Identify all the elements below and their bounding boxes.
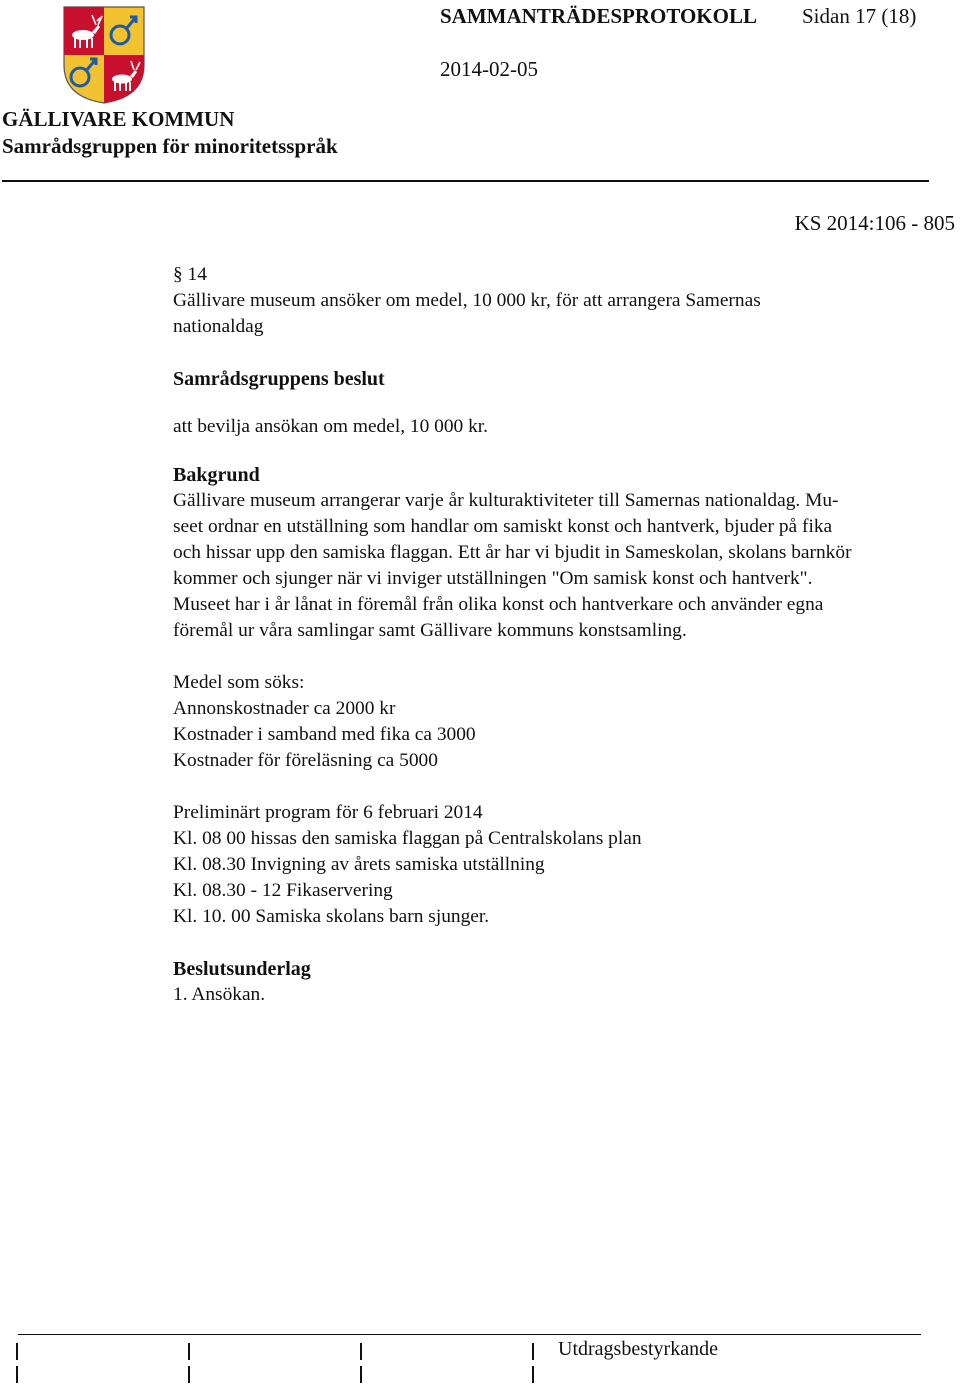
program-heading: Preliminärt program för 6 februari 2014 xyxy=(173,802,483,823)
case-number: KS 2014:106 - 805 xyxy=(794,211,955,235)
decision-text: att bevilja ansökan om medel, 10 000 kr. xyxy=(173,416,489,437)
signature-box-divider xyxy=(532,1343,534,1360)
funds-item: Kostnader för föreläsning ca 5000 xyxy=(173,750,438,771)
meeting-date: 2014-02-05 xyxy=(440,57,538,81)
funds-item: Kostnader i samband med fika ca 3000 xyxy=(173,724,476,745)
program-item: Kl. 08 00 hissas den samiska flaggan på Centralskolans plan xyxy=(173,828,642,849)
certification-label: Utdragsbestyrkande xyxy=(558,1338,718,1360)
signature-box-divider xyxy=(188,1366,190,1383)
header-divider xyxy=(2,180,929,182)
background-line: kommer och sjunger när vi inviger utställningen "Om samisk konst och hantverk". xyxy=(173,568,813,589)
background-heading: Bakgrund xyxy=(173,464,260,486)
signature-box-divider xyxy=(188,1343,190,1360)
funds-heading: Medel som söks: xyxy=(173,672,305,693)
background-line: Gällivare museum arrangerar varje år kulturaktiviteter till Samernas nationaldag. Mu- xyxy=(173,490,839,511)
signature-box-divider xyxy=(16,1366,18,1383)
background-line: Museet har i år lånat in föremål från olika konst och hantverkare och använder egna xyxy=(173,594,824,615)
page-number: Sidan 17 (18) xyxy=(802,4,917,28)
documents-item: 1. Ansökan. xyxy=(173,984,266,1005)
subject-line: nationaldag xyxy=(173,316,264,337)
funds-item: Annonskostnader ca 2000 kr xyxy=(173,698,396,719)
program-item: Kl. 08.30 Invigning av årets samiska utställning xyxy=(173,854,545,875)
background-line: föremål ur våra samlingar samt Gällivare kommuns konstsamling. xyxy=(173,620,687,641)
signature-box-divider xyxy=(360,1343,362,1360)
group-name: Samrådsgruppen för minoritetsspråk xyxy=(2,134,338,158)
background-line: och hissar upp den samiska flaggan. Ett år har vi bjudit in Sameskolan, skolans barnkör xyxy=(173,542,852,563)
signature-box-divider xyxy=(532,1366,534,1383)
footer-divider xyxy=(18,1334,921,1335)
protocol-body xyxy=(173,262,960,1008)
signature-box-divider xyxy=(360,1366,362,1383)
paragraph-number: § 14 xyxy=(173,264,207,285)
document-type-title: SAMMANTRÄDESPROTOKOLL xyxy=(440,4,757,28)
program-item: Kl. 10. 00 Samiska skolans barn sjunger. xyxy=(173,906,490,927)
municipality-name: GÄLLIVARE KOMMUN xyxy=(2,107,235,131)
program-item: Kl. 08.30 - 12 Fikaservering xyxy=(173,880,393,901)
decision-heading: Samrådsgruppens beslut xyxy=(173,368,385,390)
documents-heading: Beslutsunderlag xyxy=(173,958,311,980)
coat-of-arms-logo xyxy=(62,5,146,105)
background-line: seet ordnar en utställning som handlar om samiskt konst och hantverk, bjuder på fika xyxy=(173,516,833,537)
subject-line: Gällivare museum ansöker om medel, 10 000 kr, för att arrangera Samernas xyxy=(173,290,761,311)
signature-box-divider xyxy=(16,1343,18,1360)
